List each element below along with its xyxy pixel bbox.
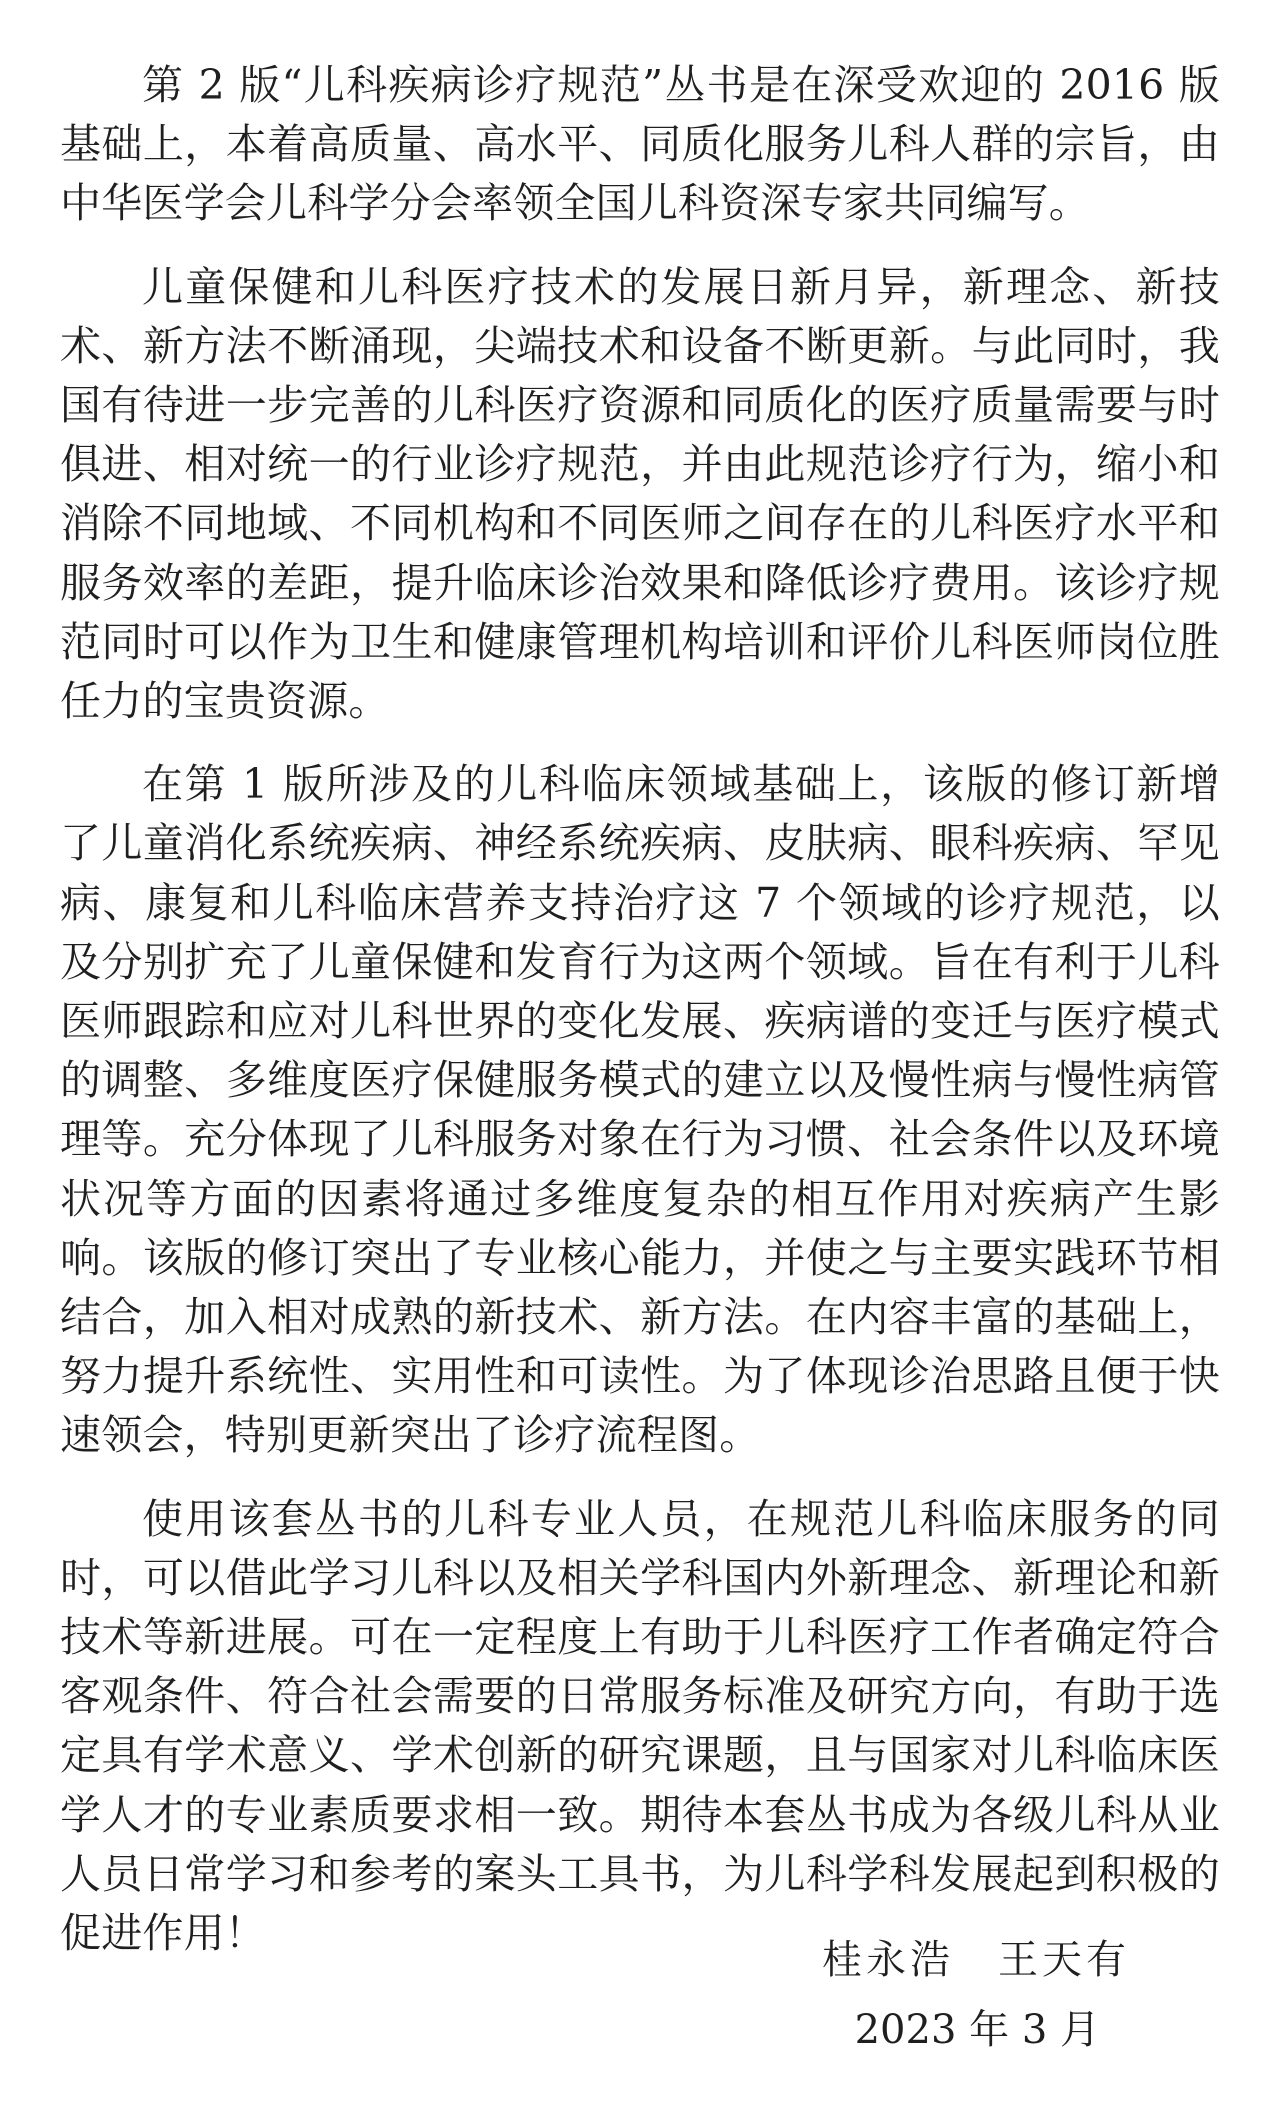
paragraph-3: 在第 1 版所涉及的儿科临床领域基础上，该版的修订新增了儿童消化系统疾病、神经系统疾病、皮肤病、眼科疾病、罕见病、康复和儿科临床营养支持治疗这 7 个领域的诊疗规范，以及分别扩充了儿童保健和发育行为这两个领域。旨在有利于儿科医师跟踪和应对儿科世界的变化发展、疾病谱的变迁与医疗模式的调整、多维度医疗保健服务模式的建立以及慢性病与慢性病管理等。充分体现了儿科服务对象在行为习惯、社会条件以及环境状况等方面的因素将通过多维度复杂的相互作用对疾病产生影响。该版的修订突出了专业核心能力，并使之与主要实践环节相结合，加入相对成熟的新技术、新方法。在内容丰富的基础上，努力提升系统性、实用性和可读性。为了体现诊治思路且便于快速领会，特别更新突出了诊疗流程图。 xyxy=(60,760,1220,1460)
preface-body xyxy=(60,56,1220,1987)
signature-authors: 桂永浩 王天有 xyxy=(822,1937,1130,1983)
paragraph-1: 第 2 版“儿科疾病诊疗规范”丛书是在深受欢迎的 2016 版基础上，本着高质量、高水平、同质化服务儿科人群的宗旨，由中华医学会儿科学分会率领全国儿科资深专家共同编写。 xyxy=(60,61,1220,228)
signature-date: 2023 年 3 月 xyxy=(854,2007,1100,2053)
signature-block xyxy=(710,1930,1130,2060)
paragraph-2: 儿童保健和儿科医疗技术的发展日新月异，新理念、新技术、新方法不断涌现，尖端技术和设备不断更新。与此同时，我国有待进一步完善的儿科医疗资源和同质化的医疗质量需要与时俱进、相对统一的行业诊疗规范，并由此规范诊疗行为，缩小和消除不同地域、不同机构和不同医师之间存在的儿科医疗水平和服务效率的差距，提升临床诊治效果和降低诊疗费用。该诊疗规范同时可以作为卫生和健康管理机构培训和评价儿科医师岗位胜任力的宝贵资源。 xyxy=(60,262,1220,726)
paragraph-4: 使用该套丛书的儿科专业人员，在规范儿科临床服务的同时，可以借此学习儿科以及相关学科国内外新理念、新理论和新技术等新进展。可在一定程度上有助于儿科医疗工作者确定符合客观条件、符合社会需要的日常服务标准及研究方向，有助于选定具有学术意义、学术创新的研究课题，且与国家对儿科临床医学人才的专业素质要求相一致。期待本套丛书成为各级儿科从业人员日常学习和参考的案头工具书，为儿科学科发展起到积极的促进作用！ xyxy=(60,1494,1220,1958)
